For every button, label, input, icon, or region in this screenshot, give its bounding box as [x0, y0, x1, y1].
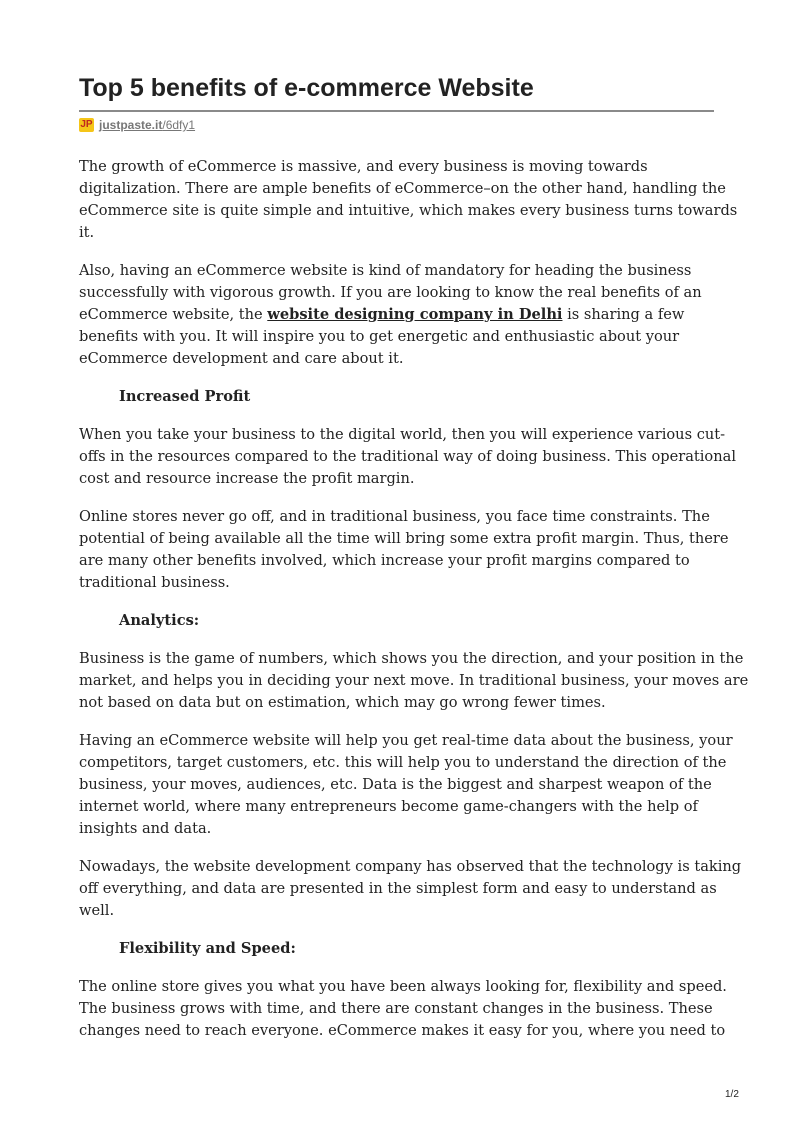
paragraph — [79, 260, 719, 370]
paragraph-line — [79, 304, 719, 326]
text: eCommerce website, the — [79, 306, 268, 323]
paragraph-line: competitors, target customers, etc. this will help you to understand the direction of the — [79, 754, 727, 771]
paragraph-line: The growth of eCommerce is massive, and every business is moving towards — [79, 158, 648, 175]
paragraph — [79, 856, 742, 922]
paragraph-line: The online store gives you what you have been always looking for, flexibility and speed. — [79, 978, 727, 995]
article-body — [79, 156, 749, 1058]
paragraph — [79, 424, 736, 490]
paragraph-line: not based on data but on estimation, which may go wrong fewer times. — [79, 694, 606, 711]
section-heading: Increased Profit — [119, 388, 251, 405]
paragraph — [79, 506, 729, 594]
paragraph — [79, 648, 749, 714]
paragraph-line: cost and resource increase the profit margin. — [79, 470, 415, 487]
paragraph-line: are many other benefits involved, which increase your profit margins compared to — [79, 552, 690, 569]
paragraph-line: The business grows with time, and there are constant changes in the business. These — [79, 1000, 713, 1017]
source-line — [79, 118, 195, 132]
section-heading: Flexibility and Speed: — [119, 940, 296, 957]
page-title: Top 5 benefits of e-commerce Website — [79, 74, 534, 102]
paragraph-line: it. — [79, 224, 95, 241]
page-number: 1/2 — [725, 1089, 739, 1100]
paragraph-line: traditional business. — [79, 574, 230, 591]
justpaste-logo-icon: JP — [80, 119, 93, 130]
paragraph-line: Having an eCommerce website will help you get real-time data about the business, your — [79, 732, 733, 749]
paragraph-line: offs in the resources compared to the traditional way of doing business. This operational — [79, 448, 736, 465]
paragraph-line: potential of being available all the time will bring some extra profit margin. Thus, there — [79, 530, 729, 547]
paragraph-line: digitalization. There are ample benefits of eCommerce–on the other hand, handling the — [79, 180, 726, 197]
paragraph-line: business, your moves, audiences, etc. Data is the biggest and sharpest weapon of the — [79, 776, 712, 793]
paragraph-line: benefits with you. It will inspire you to get energetic and enthusiastic about your — [79, 328, 680, 345]
paragraph-line: Business is the game of numbers, which shows you the direction, and your position in the — [79, 650, 744, 667]
section-heading: Analytics: — [119, 612, 200, 629]
paragraph — [79, 730, 733, 840]
paragraph — [79, 156, 738, 244]
title-divider — [79, 110, 714, 112]
text: is sharing a few — [562, 306, 685, 323]
paragraph-line: eCommerce site is quite simple and intuitive, which makes every business turns towards — [79, 202, 738, 219]
paragraph-line: insights and data. — [79, 820, 212, 837]
paragraph-line: off everything, and data are presented in the simplest form and easy to understand as — [79, 880, 717, 897]
paragraph-line: successfully with vigorous growth. If you are looking to know the real benefits of an — [79, 284, 702, 301]
paragraph-line: changes need to reach everyone. eCommerce makes it easy for you, where you need to — [79, 1022, 726, 1039]
paragraph — [79, 976, 727, 1042]
source-link[interactable]: justpaste.it/6dfy1 — [99, 118, 196, 132]
paragraph-line: Also, having an eCommerce website is kind of mandatory for heading the business — [79, 262, 692, 279]
paragraph-line: eCommerce development and care about it. — [79, 350, 404, 367]
paragraph-line: Nowadays, the website development company has observed that the technology is taking — [79, 858, 742, 875]
paragraph-line: market, and helps you in deciding your next move. In traditional business, your moves are — [79, 672, 749, 689]
paragraph-line: When you take your business to the digital world, then you will experience various cut- — [79, 426, 726, 443]
paragraph-line: Online stores never go off, and in traditional business, you face time constraints. The — [79, 508, 710, 525]
paragraph-line: internet world, where many entrepreneurs become game-changers with the help of — [79, 798, 698, 815]
paragraph-line: well. — [79, 902, 115, 919]
website-designing-company-link[interactable]: website designing company in Delhi — [267, 306, 563, 323]
